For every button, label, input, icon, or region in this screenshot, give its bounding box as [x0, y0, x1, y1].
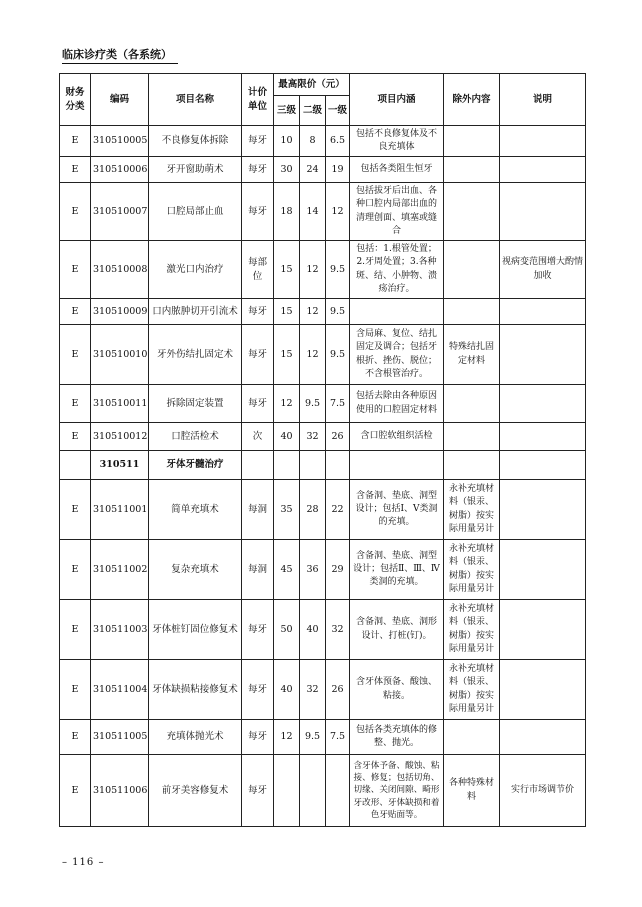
cell-content: 包括各类充填体的修整、抛光。	[350, 720, 444, 755]
cell-note	[500, 600, 586, 660]
cell-unit: 每牙	[242, 299, 274, 325]
cell-unit	[242, 451, 274, 480]
cell-code: 310510008	[91, 241, 149, 299]
cell-code: 310510011	[91, 385, 149, 423]
table-row	[60, 385, 586, 423]
cell-content: 包括各类阻生恒牙	[350, 157, 444, 183]
cell-price-level2: 12	[300, 325, 326, 385]
cell-price-level2: 9.5	[300, 385, 326, 423]
cell-code: 310510012	[91, 423, 149, 451]
cell-unit: 每牙	[242, 755, 274, 827]
cell-content	[350, 451, 444, 480]
cell-category: E	[60, 755, 91, 827]
cell-excluded: 特殊结扎固定材料	[444, 325, 500, 385]
cell-price-level1: 9.5	[326, 241, 350, 299]
cell-excluded	[444, 299, 500, 325]
cell-category: E	[60, 720, 91, 755]
cell-content: 含备洞、垫底、洞型设计；包括Ⅰ、Ⅴ类洞的充填。	[350, 480, 444, 540]
col-name: 项目名称	[149, 74, 242, 126]
cell-content: 含备洞、垫底、洞形设计、打桩(钉)。	[350, 600, 444, 660]
cell-category: E	[60, 241, 91, 299]
cell-content: 包括去除由各种原因使用的口腔固定材料	[350, 385, 444, 423]
cell-unit: 每部位	[242, 241, 274, 299]
cell-name: 牙开窗助萌术	[149, 157, 242, 183]
cell-excluded	[444, 451, 500, 480]
cell-code: 310511005	[91, 720, 149, 755]
cell-name: 简单充填术	[149, 480, 242, 540]
cell-content: 含备洞、垫底、洞型设计；包括Ⅱ、Ⅲ、Ⅳ类洞的充填。	[350, 540, 444, 600]
cell-price-level1: 9.5	[326, 299, 350, 325]
cell-content: 包括：1.根管处置；2.牙周处置；3.各种斑、结、小肿物、溃疡治疗。	[350, 241, 444, 299]
cell-price-level2	[300, 755, 326, 827]
cell-price-level3: 35	[274, 480, 300, 540]
cell-price-level3: 50	[274, 600, 300, 660]
cell-excluded	[444, 720, 500, 755]
cell-category: E	[60, 299, 91, 325]
cell-price-level3: 18	[274, 183, 300, 241]
col-level2: 二级	[300, 96, 326, 126]
cell-code: 310510007	[91, 183, 149, 241]
cell-excluded: 永补充填材料（银汞、树脂）按实际用量另计	[444, 660, 500, 720]
cell-category: E	[60, 157, 91, 183]
cell-category: E	[60, 385, 91, 423]
cell-note	[500, 385, 586, 423]
cell-name: 牙体桩钉固位修复术	[149, 600, 242, 660]
table-row	[60, 755, 586, 827]
cell-name: 牙外伤结扎固定术	[149, 325, 242, 385]
table-row	[60, 183, 586, 241]
table-row	[60, 157, 586, 183]
col-unit: 计价单位	[242, 74, 274, 126]
cell-excluded	[444, 183, 500, 241]
cell-excluded: 永补充填材料（银汞、树脂）按实际用量另计	[444, 600, 500, 660]
cell-price-level1: 19	[326, 157, 350, 183]
cell-price-level2: 28	[300, 480, 326, 540]
table-row	[60, 126, 586, 157]
cell-unit: 每牙	[242, 157, 274, 183]
cell-content	[350, 299, 444, 325]
page-number: – 116 –	[62, 857, 105, 868]
cell-price-level1: 29	[326, 540, 350, 600]
cell-note	[500, 299, 586, 325]
cell-excluded: 各种特殊材料	[444, 755, 500, 827]
cell-price-level1: 7.5	[326, 385, 350, 423]
cell-price-level2: 12	[300, 241, 326, 299]
cell-note	[500, 325, 586, 385]
cell-code: 310511001	[91, 480, 149, 540]
cell-price-level2: 12	[300, 299, 326, 325]
cell-price-level3: 15	[274, 299, 300, 325]
table-row	[60, 480, 586, 540]
cell-name: 前牙美容修复术	[149, 755, 242, 827]
table-row	[60, 720, 586, 755]
col-level3: 三级	[274, 96, 300, 126]
cell-content: 包括拔牙后出血、各种口腔内局部出血的清理创面、填塞或缝合	[350, 183, 444, 241]
cell-category: E	[60, 480, 91, 540]
cell-price-level3: 30	[274, 157, 300, 183]
cell-excluded	[444, 126, 500, 157]
cell-content: 含牙体予备、酸蚀、粘接、修复；包括切角、切缘、关闭间隙、畸形牙改形、牙体缺损和着色牙贴面等。	[350, 755, 444, 827]
cell-price-level3: 12	[274, 720, 300, 755]
cell-note	[500, 183, 586, 241]
table-row	[60, 660, 586, 720]
cell-price-level1: 12	[326, 183, 350, 241]
table-row	[60, 325, 586, 385]
cell-note	[500, 423, 586, 451]
cell-excluded	[444, 423, 500, 451]
cell-unit: 每牙	[242, 385, 274, 423]
cell-price-level3: 10	[274, 126, 300, 157]
cell-price-level2: 24	[300, 157, 326, 183]
section-title: 临床诊疗类（各系统）	[62, 46, 178, 64]
col-category: 财务分类	[60, 74, 91, 126]
cell-price-level2: 32	[300, 660, 326, 720]
cell-note	[500, 451, 586, 480]
cell-code: 310510005	[91, 126, 149, 157]
price-table	[59, 73, 586, 827]
col-note: 说明	[500, 74, 586, 126]
cell-content: 含局麻、复位、结扎固定及调合；包括牙根折、挫伤、脱位；不含根管治疗。	[350, 325, 444, 385]
cell-name: 口腔局部止血	[149, 183, 242, 241]
cell-code: 310511003	[91, 600, 149, 660]
cell-unit: 次	[242, 423, 274, 451]
cell-name: 牙体缺损粘接修复术	[149, 660, 242, 720]
cell-content: 包括不良修复体及不良充填体	[350, 126, 444, 157]
cell-price-level2: 14	[300, 183, 326, 241]
col-content: 项目内涵	[350, 74, 444, 126]
cell-unit: 每洞	[242, 480, 274, 540]
cell-category: E	[60, 126, 91, 157]
col-max-price: 最高限价（元）	[274, 74, 350, 96]
cell-category: E	[60, 423, 91, 451]
cell-excluded	[444, 157, 500, 183]
cell-price-level3	[274, 755, 300, 827]
cell-price-level3: 40	[274, 660, 300, 720]
cell-name: 口腔活检术	[149, 423, 242, 451]
col-level1: 一级	[326, 96, 350, 126]
cell-price-level1: 26	[326, 423, 350, 451]
table-row	[60, 241, 586, 299]
cell-code: 310510009	[91, 299, 149, 325]
cell-price-level1: 7.5	[326, 720, 350, 755]
cell-category: E	[60, 325, 91, 385]
cell-note	[500, 660, 586, 720]
cell-price-level2: 40	[300, 600, 326, 660]
cell-name: 激光口内治疗	[149, 241, 242, 299]
cell-note	[500, 126, 586, 157]
cell-code: 310511002	[91, 540, 149, 600]
cell-name: 充填体抛光术	[149, 720, 242, 755]
cell-price-level2: 32	[300, 423, 326, 451]
cell-price-level1: 6.5	[326, 126, 350, 157]
col-code: 编码	[91, 74, 149, 126]
cell-price-level1: 32	[326, 600, 350, 660]
cell-excluded: 永补充填材料（银汞、树脂）按实际用量另计	[444, 540, 500, 600]
cell-excluded: 永补充填材料（银汞、树脂）按实际用量另计	[444, 480, 500, 540]
cell-note: 视病变范围增大酌情加收	[500, 241, 586, 299]
table-row	[60, 423, 586, 451]
cell-price-level1: 22	[326, 480, 350, 540]
cell-price-level3: 15	[274, 241, 300, 299]
cell-price-level2: 8	[300, 126, 326, 157]
cell-excluded	[444, 241, 500, 299]
cell-price-level1: 9.5	[326, 325, 350, 385]
cell-code: 310511004	[91, 660, 149, 720]
group-name: 牙体牙髓治疗	[149, 451, 242, 480]
cell-price-level3: 15	[274, 325, 300, 385]
cell-note	[500, 720, 586, 755]
table-row	[60, 540, 586, 600]
cell-category: E	[60, 660, 91, 720]
cell-unit: 每牙	[242, 126, 274, 157]
cell-name: 不良修复体拆除	[149, 126, 242, 157]
cell-code: 310510010	[91, 325, 149, 385]
cell-price-level3	[274, 451, 300, 480]
cell-price-level3: 45	[274, 540, 300, 600]
cell-name: 复杂充填术	[149, 540, 242, 600]
cell-name: 拆除固定装置	[149, 385, 242, 423]
cell-name: 口内脓肿切开引流术	[149, 299, 242, 325]
cell-price-level2: 9.5	[300, 720, 326, 755]
table-row	[60, 600, 586, 660]
cell-content: 含牙体预备、酸蚀、粘接。	[350, 660, 444, 720]
cell-price-level3: 40	[274, 423, 300, 451]
cell-category: E	[60, 600, 91, 660]
cell-category	[60, 451, 91, 480]
cell-note: 实行市场调节价	[500, 755, 586, 827]
cell-price-level1: 26	[326, 660, 350, 720]
cell-unit: 每洞	[242, 540, 274, 600]
cell-code: 310510006	[91, 157, 149, 183]
table-row	[60, 299, 586, 325]
cell-category: E	[60, 183, 91, 241]
cell-unit: 每牙	[242, 720, 274, 755]
cell-category: E	[60, 540, 91, 600]
cell-note	[500, 480, 586, 540]
col-excluded: 除外内容	[444, 74, 500, 126]
group-row	[60, 451, 586, 480]
cell-note	[500, 540, 586, 600]
cell-price-level1	[326, 755, 350, 827]
cell-price-level3: 12	[274, 385, 300, 423]
cell-content: 含口腔软组织活检	[350, 423, 444, 451]
cell-price-level1	[326, 451, 350, 480]
cell-unit: 每牙	[242, 183, 274, 241]
cell-excluded	[444, 385, 500, 423]
cell-unit: 每牙	[242, 600, 274, 660]
group-code: 310511	[91, 451, 149, 480]
cell-price-level2	[300, 451, 326, 480]
cell-unit: 每牙	[242, 325, 274, 385]
cell-code: 310511006	[91, 755, 149, 827]
cell-unit: 每牙	[242, 660, 274, 720]
cell-note	[500, 157, 586, 183]
cell-price-level2: 36	[300, 540, 326, 600]
